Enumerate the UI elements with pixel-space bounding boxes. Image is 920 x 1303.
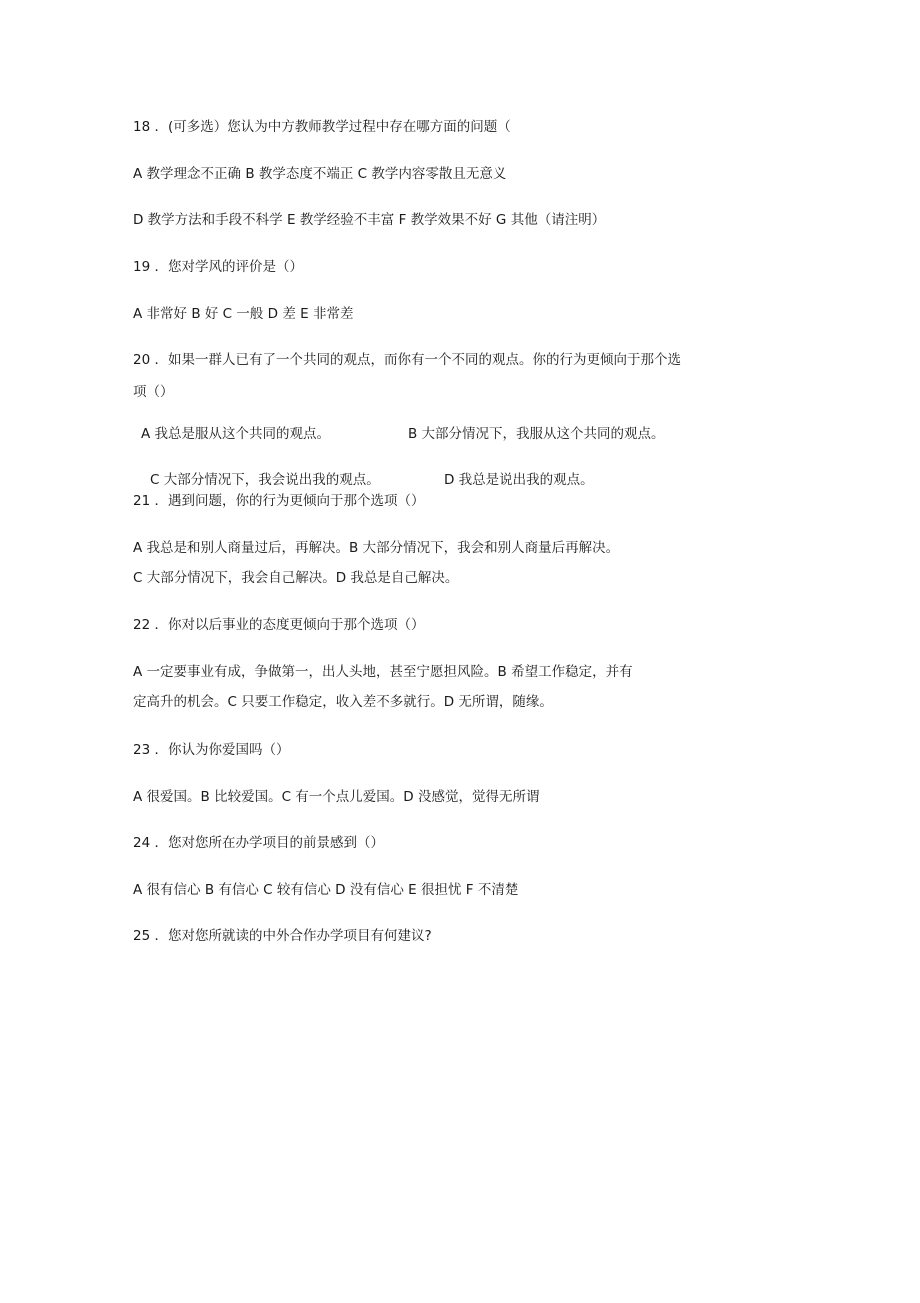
question-19: 19 ．您对学风的评价是（） [133, 259, 303, 275]
question-23-options: A 很爱国。B 比较爱国。C 有一个点儿爱国。D 没感觉，觉得无所谓 [133, 789, 540, 805]
question-24: 24 ．您对您所在办学项目的前景感到（） [133, 835, 384, 851]
question-20-line-1: 20 ．如果一群人已有了一个共同的观点，而你有一个不同的观点。你的行为更倾向于那个选 [133, 352, 681, 368]
question-21-options-1: A 我总是和别人商量过后，再解决。B 大部分情况下，我会和别人商量后再解决。 [133, 540, 620, 556]
question-21: 21 ．遇到问题，你的行为更倾向于那个选项（） [133, 493, 425, 509]
question-25: 25 ．您对您所就读的中外合作办学项目有何建议? [133, 928, 432, 944]
question-23: 23 ．你认为你爱国吗（） [133, 742, 290, 758]
question-18: 18 ．(可多选）您认为中方教师教学过程中存在哪方面的问题（ [133, 119, 511, 135]
question-24-options: A 很有信心 B 有信心 C 较有信心 D 没有信心 E 很担忧 F 不清楚 [133, 882, 519, 898]
question-20-option-a: A 我总是服从这个共同的观点。 [141, 426, 331, 442]
question-20-option-b: B 大部分情况下，我服从这个共同的观点。 [408, 426, 665, 442]
question-22-options-1: A 一定要事业有成，争做第一，出人头地，甚至宁愿担风险。B 希望工作稳定，并有 [133, 664, 633, 680]
question-19-options: A 非常好 B 好 C 一般 D 差 E 非常差 [133, 306, 354, 322]
question-21-options-2: C 大部分情况下，我会自己解决。D 我总是自己解决。 [133, 570, 459, 586]
question-20-option-c: C 大部分情况下，我会说出我的观点。 [150, 472, 380, 488]
question-18-options-1: A 教学理念不正确 B 教学态度不端正 C 教学内容零散且无意义 [133, 166, 507, 182]
question-22-options-2: 定高升的机会。C 只要工作稳定，收入差不多就行。D 无所谓，随缘。 [133, 694, 553, 710]
question-20-line-2: 项（） [133, 384, 174, 400]
question-20-option-d: D 我总是说出我的观点。 [444, 472, 594, 488]
question-22: 22 ．你对以后事业的态度更倾向于那个选项（） [133, 617, 425, 633]
question-18-options-2: D 教学方法和手段不科学 E 教学经验不丰富 F 教学效果不好 G 其他（请注明） [133, 212, 606, 228]
